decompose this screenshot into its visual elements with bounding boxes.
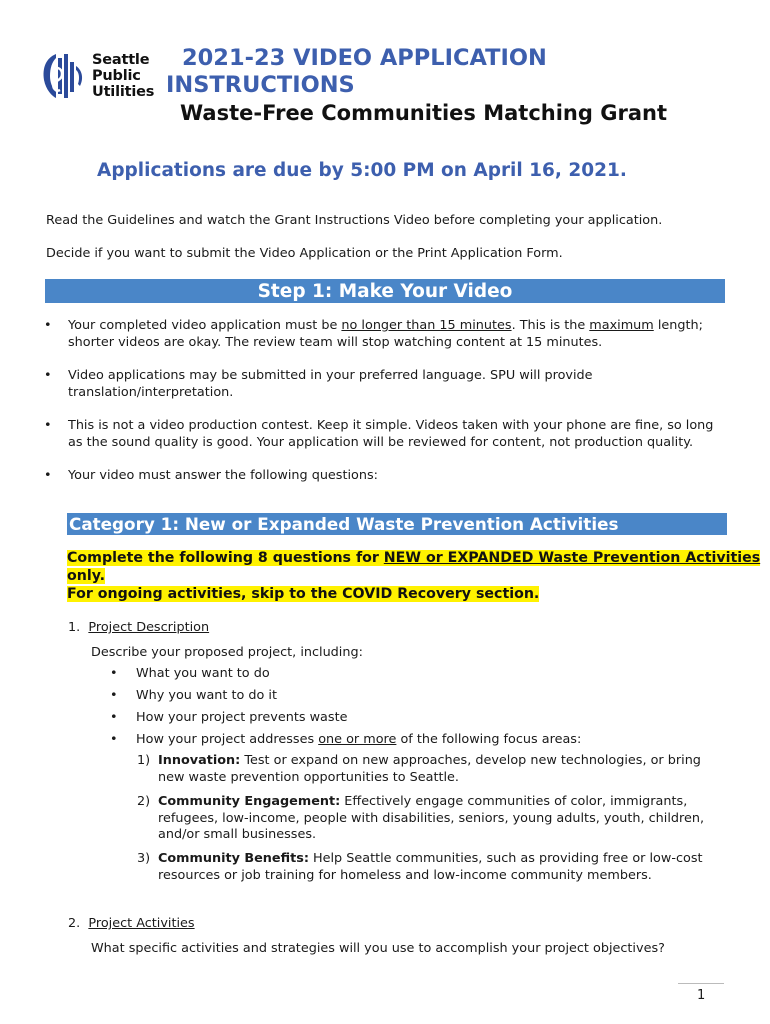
list-item: • Your completed video application must be no longer than 15 minutes. This is the maximum length; shorter videos are okay. The review team will stop watching content at 15 minutes. [44,318,703,350]
bullet-icon: • [44,418,52,433]
question-1-title: 1. Project Description [68,620,210,635]
step-1-bullet-list [44,318,724,502]
document-subtitle: Waste-Free Communities Matching Grant [180,101,667,125]
footer-divider [678,983,724,984]
logo-line-1: Seattle [92,52,150,68]
page-number: 1 [697,988,706,1003]
bullet-icon: • [110,732,118,747]
highlighted-instructions: Complete the following 8 questions for NEW or EXPANDED Waste Prevention Activities only. For ongoing activities, skip to the COVID Recovery section. [67,550,761,602]
question-2-title: 2. Project Activities [68,916,195,931]
title-line-2: INSTRUCTIONS [166,72,355,98]
list-item: • How your project addresses one or more of the following focus areas: [110,732,582,747]
list-item: • Video applications may be submitted in your preferred language. SPU will provide translation/interpretation. [44,368,593,400]
logo-wordmark [92,52,154,100]
list-item: • What you want to do [110,666,270,681]
title-line-1: 2021-23 VIDEO APPLICATION [182,45,547,71]
bullet-icon: • [44,468,52,483]
list-item: • This is not a video production contest. Keep it simple. Videos taken with your phone are fine, so long as the sound quality is good. Your application will be reviewed for content, not production quality. [44,418,714,450]
focus-area-innovation: 1) Innovation: Test or expand on new approaches, develop new technologies, or bring new waste prevention opportunities to Seattle. [137,753,701,785]
spu-logo-mark-icon [42,50,90,104]
intro-paragraph-1: Read the Guidelines and watch the Grant Instructions Video before completing your application. [46,213,663,228]
bullet-icon: • [110,666,118,681]
focus-area-community-engagement: 2) Community Engagement: Effectively engage communities of color, immigrants, refugees, low-income, people with disabilities, seniors, young adults, youth, children, and/or small businesses. [137,794,705,842]
list-item: • Why you want to do it [110,688,277,703]
bullet-icon: • [44,318,52,333]
document-title [166,45,547,99]
question-1-bullets [110,666,581,754]
category-1-heading: Category 1: New or Expanded Waste Prevention Activities [67,513,727,535]
focus-area-community-benefits: 3) Community Benefits: Help Seattle communities, such as providing free or low-cost resources or job training for homeless and low-income community members. [137,851,703,883]
bullet-icon: • [44,368,52,383]
bullet-icon: • [110,688,118,703]
logo-line-3: Utilities [92,84,155,100]
question-1-intro: Describe your proposed project, including: [91,645,363,660]
underlined-text: no longer than 15 minutes [341,318,512,333]
underlined-text: one or more [318,732,397,747]
list-item: • How your project prevents waste [110,710,348,725]
intro-paragraph-2: Decide if you want to submit the Video Application or the Print Application Form. [46,246,563,261]
step-1-heading: Step 1: Make Your Video [45,279,725,303]
list-item: • Your video must answer the following questions: [44,468,378,483]
question-2-text: What specific activities and strategies will you use to accomplish your project objectives? [91,941,665,956]
logo-line-2: Public [92,68,141,84]
skip-instruction: For ongoing activities, skip to the COVID Recovery section. [67,586,540,602]
underlined-text: NEW or EXPANDED Waste Prevention Activities [383,550,761,566]
due-date-notice: Applications are due by 5:00 PM on April 16, 2021. [97,160,627,181]
underlined-text: maximum [589,318,654,333]
bullet-icon: • [110,710,118,725]
